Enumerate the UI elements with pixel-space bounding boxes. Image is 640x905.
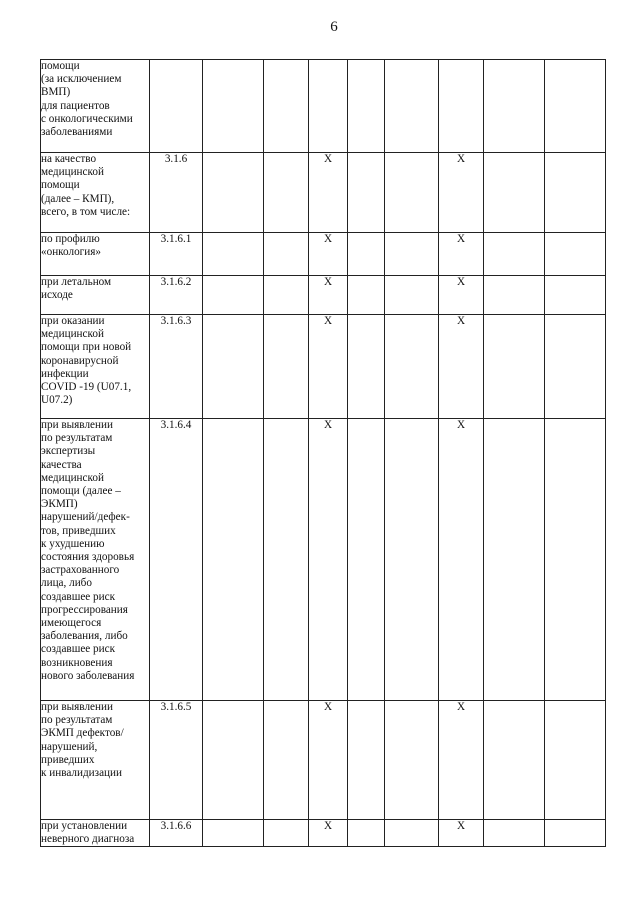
x-mark: X — [309, 820, 348, 847]
empty-cell — [484, 820, 545, 847]
x-mark: X — [439, 315, 484, 419]
empty-cell — [484, 60, 545, 153]
empty-cell — [545, 276, 606, 315]
x-mark: X — [439, 820, 484, 847]
empty-cell — [484, 419, 545, 701]
table-row — [41, 60, 606, 153]
data-table — [40, 59, 606, 847]
empty-cell — [203, 419, 264, 701]
row-code: 3.1.6.3 — [150, 315, 203, 419]
empty-cell — [348, 276, 385, 315]
empty-cell — [309, 60, 348, 153]
page-number: 6 — [330, 19, 338, 35]
table-row — [41, 419, 606, 701]
empty-cell — [203, 820, 264, 847]
empty-cell — [348, 419, 385, 701]
empty-cell — [203, 153, 264, 233]
x-mark: X — [439, 153, 484, 233]
empty-cell — [203, 276, 264, 315]
empty-cell — [348, 153, 385, 233]
row-label: при установлении неверного диагноза — [41, 820, 150, 847]
row-label: при летальном исходе — [41, 276, 150, 315]
row-label: при выявлении по результатам экспертизы качества медицинской помощи (далее – ЭКМП) нарушений/дефек- тов, приведших к ухудшению состояния здоровья застрахованного лица, либо создавшее риск прогрессирования имеющегося заболевания, либо создавшее риск возникновения нового заболевания — [41, 419, 150, 701]
table-row — [41, 153, 606, 233]
row-label: помощи (за исключением ВМП) для пациентов с онкологическими заболеваниями — [41, 60, 150, 153]
empty-cell — [385, 820, 439, 847]
row-code: 3.1.6 — [150, 153, 203, 233]
row-code: 3.1.6.4 — [150, 419, 203, 701]
empty-cell — [264, 153, 309, 233]
empty-cell — [203, 233, 264, 276]
empty-cell — [264, 419, 309, 701]
x-mark: X — [309, 276, 348, 315]
empty-cell — [545, 60, 606, 153]
row-label: по профилю «онкология» — [41, 233, 150, 276]
empty-cell — [264, 701, 309, 820]
x-mark: X — [439, 233, 484, 276]
empty-cell — [264, 233, 309, 276]
table-row — [41, 276, 606, 315]
empty-cell — [484, 233, 545, 276]
empty-cell — [385, 153, 439, 233]
x-mark: X — [439, 701, 484, 820]
empty-cell — [348, 701, 385, 820]
empty-cell — [385, 419, 439, 701]
empty-cell — [385, 701, 439, 820]
empty-cell — [203, 60, 264, 153]
empty-cell — [203, 315, 264, 419]
row-label: при выявлении по результатам ЭКМП дефектов/ нарушений, приведших к инвалидизации — [41, 701, 150, 820]
empty-cell — [484, 153, 545, 233]
x-mark: X — [439, 419, 484, 701]
empty-cell — [264, 276, 309, 315]
empty-cell — [385, 276, 439, 315]
row-label: при оказании медицинской помощи при новой коронавирусной инфекции COVID -19 (U07.1, U07.2) — [41, 315, 150, 419]
empty-cell — [545, 820, 606, 847]
x-mark: X — [439, 276, 484, 315]
x-mark: X — [309, 153, 348, 233]
empty-cell — [484, 276, 545, 315]
empty-cell — [264, 60, 309, 153]
empty-cell — [545, 701, 606, 820]
x-mark: X — [309, 419, 348, 701]
empty-cell — [439, 60, 484, 153]
empty-cell — [385, 60, 439, 153]
empty-cell — [264, 820, 309, 847]
empty-cell — [484, 315, 545, 419]
empty-cell — [385, 315, 439, 419]
empty-cell — [484, 701, 545, 820]
empty-cell — [545, 315, 606, 419]
x-mark: X — [309, 315, 348, 419]
row-code: 3.1.6.6 — [150, 820, 203, 847]
empty-cell — [545, 233, 606, 276]
empty-cell — [348, 233, 385, 276]
empty-cell — [545, 419, 606, 701]
table-row — [41, 315, 606, 419]
empty-cell — [348, 820, 385, 847]
table-row — [41, 233, 606, 276]
x-mark: X — [309, 701, 348, 820]
row-code: 3.1.6.2 — [150, 276, 203, 315]
table-row — [41, 820, 606, 847]
row-label: на качество медицинской помощи (далее – КМП), всего, в том числе: — [41, 153, 150, 233]
row-code: 3.1.6.5 — [150, 701, 203, 820]
row-code: 3.1.6.1 — [150, 233, 203, 276]
row-code — [150, 60, 203, 153]
x-mark: X — [309, 233, 348, 276]
empty-cell — [203, 701, 264, 820]
empty-cell — [545, 153, 606, 233]
empty-cell — [348, 315, 385, 419]
empty-cell — [385, 233, 439, 276]
empty-cell — [348, 60, 385, 153]
empty-cell — [264, 315, 309, 419]
table-body — [41, 60, 606, 847]
table-row — [41, 701, 606, 820]
